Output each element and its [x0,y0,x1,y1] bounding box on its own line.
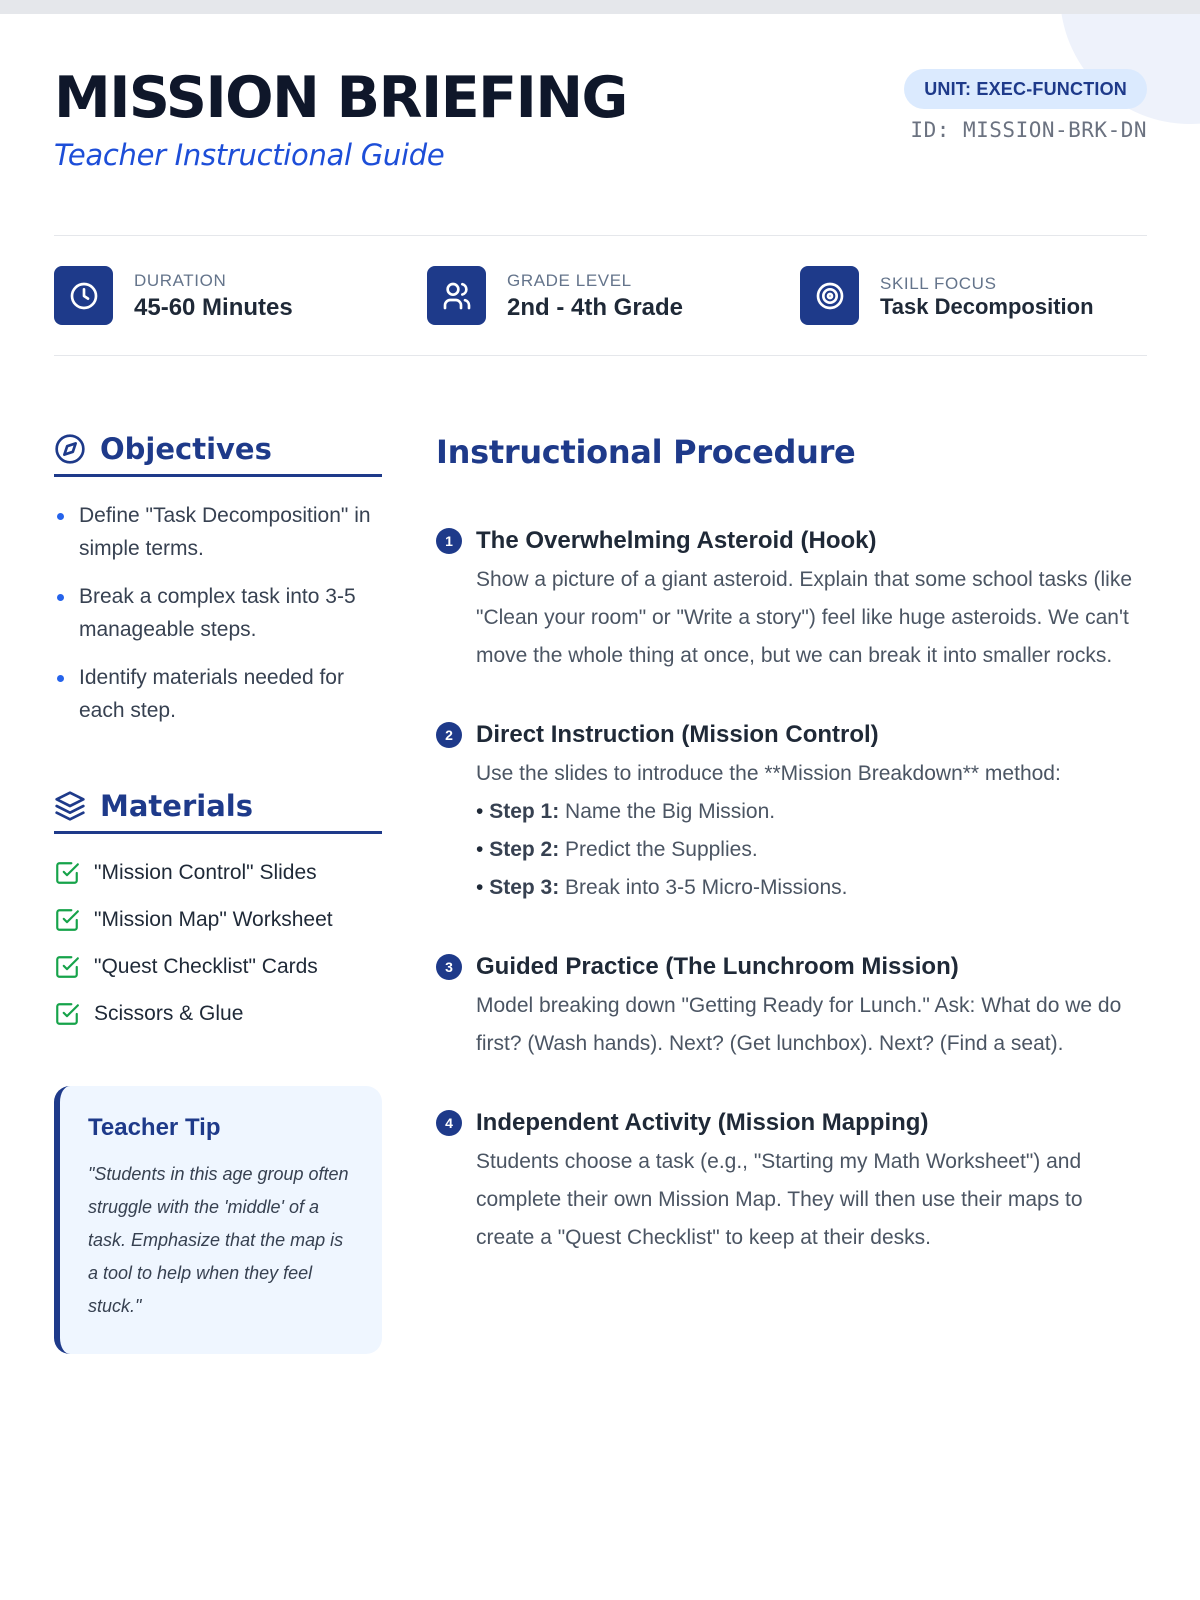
checkbox-checked-icon [54,1001,80,1027]
tip-title: Teacher Tip [88,1114,221,1141]
page-title: MISSION BRIEFING [54,65,627,131]
sub-step-label: Step 1: [489,800,560,823]
sub-step-text: Break into 3-5 Micro-Missions. [565,876,848,899]
step-title: Direct Instruction (Mission Control) [476,721,879,748]
left-column [54,424,382,1046]
procedure-step [436,521,1146,675]
sub-step-label: Step 3: [489,876,560,899]
checkbox-checked-icon [54,907,80,933]
right-column [436,424,1146,1257]
procedure-step [436,947,1146,1063]
materials-header [54,781,382,834]
step-number: 1 [436,528,462,554]
material-label: "Mission Control" Slides [94,861,317,884]
procedure-step [436,1103,1146,1257]
step-title: Guided Practice (The Lunchroom Mission) [476,953,959,980]
materials-list [54,858,382,1029]
list-item: Define "Task Decomposition" in simple terms. [54,499,382,565]
procedure-step [436,715,1146,907]
step-title: The Overwhelming Asteroid (Hook) [476,527,877,554]
step-body: Students choose a task (e.g., "Starting my Math Worksheet") and complete their own Mission Map. They will then use their maps to create a "Quest Checklist" to keep at their desks. [476,1150,1083,1249]
layers-icon [54,790,86,822]
teacher-tip-card [54,1086,382,1354]
unit-badge: UNIT: EXEC-FUNCTION [904,69,1147,109]
meta-label: SKILL FOCUS [880,274,997,293]
sub-step: • Step 1: Name the Big Mission. [476,800,776,823]
materials-title: Materials [100,789,253,823]
objectives-header [54,424,382,477]
list-item [54,905,382,935]
sub-step-label: Step 2: [489,838,560,861]
step-body: Use the slides to introduce the **Mission Breakdown** method: [476,762,1061,785]
meta-value: 45-60 Minutes [134,294,293,321]
step-body: Model breaking down "Getting Ready for Lunch." Ask: What do we do first? (Wash hands). Next? (Get lunchbox). Next? (Find a seat). [476,994,1122,1055]
meta-value: Task Decomposition [880,294,1094,319]
lesson-plan-page [0,14,1200,1600]
material-label: Scissors & Glue [94,1002,244,1025]
tip-text: "Students in this age group often struggle with the 'middle' of a task. Emphasize that the map is a tool to help when they feel stuck." [88,1164,349,1316]
checkbox-checked-icon [54,860,80,886]
sub-step: • Step 3: Break into 3-5 Micro-Missions. [476,876,848,899]
clock-icon [54,266,113,325]
objectives-list [54,499,382,727]
list-item [54,858,382,888]
step-number: 2 [436,722,462,748]
step-number: 3 [436,954,462,980]
materials-section [54,781,382,1029]
checkbox-checked-icon [54,954,80,980]
step-title: Independent Activity (Mission Mapping) [476,1109,929,1136]
sub-step-text: Name the Big Mission. [565,800,776,823]
sub-step-text: Predict the Supplies. [565,838,758,861]
users-icon [427,266,486,325]
step-number: 4 [436,1110,462,1136]
list-item: Identify materials needed for each step. [54,661,382,727]
list-item: Break a complex task into 3-5 manageable steps. [54,580,382,646]
meta-label: DURATION [134,271,227,290]
objectives-title: Objectives [100,432,272,466]
step-body: Show a picture of a giant asteroid. Explain that some school tasks (like "Clean your room" or "Write a story") feel like huge asteroids. We can't move the whole thing at once, but we can break it into smaller rocks. [476,568,1133,667]
target-icon [800,266,859,325]
list-item [54,952,382,982]
procedure-title: Instructional Procedure [436,433,856,471]
meta-row [54,235,1147,356]
material-label: "Mission Map" Worksheet [94,908,333,931]
document-id: ID: MISSION-BRK-DN [910,118,1147,142]
material-label: "Quest Checklist" Cards [94,955,318,978]
meta-label: GRADE LEVEL [507,271,632,290]
header [54,66,627,172]
compass-icon [54,433,86,465]
meta-value: 2nd - 4th Grade [507,294,684,321]
list-item [54,999,382,1029]
page-subtitle: Teacher Instructional Guide [54,137,445,172]
sub-step: • Step 2: Predict the Supplies. [476,838,758,861]
